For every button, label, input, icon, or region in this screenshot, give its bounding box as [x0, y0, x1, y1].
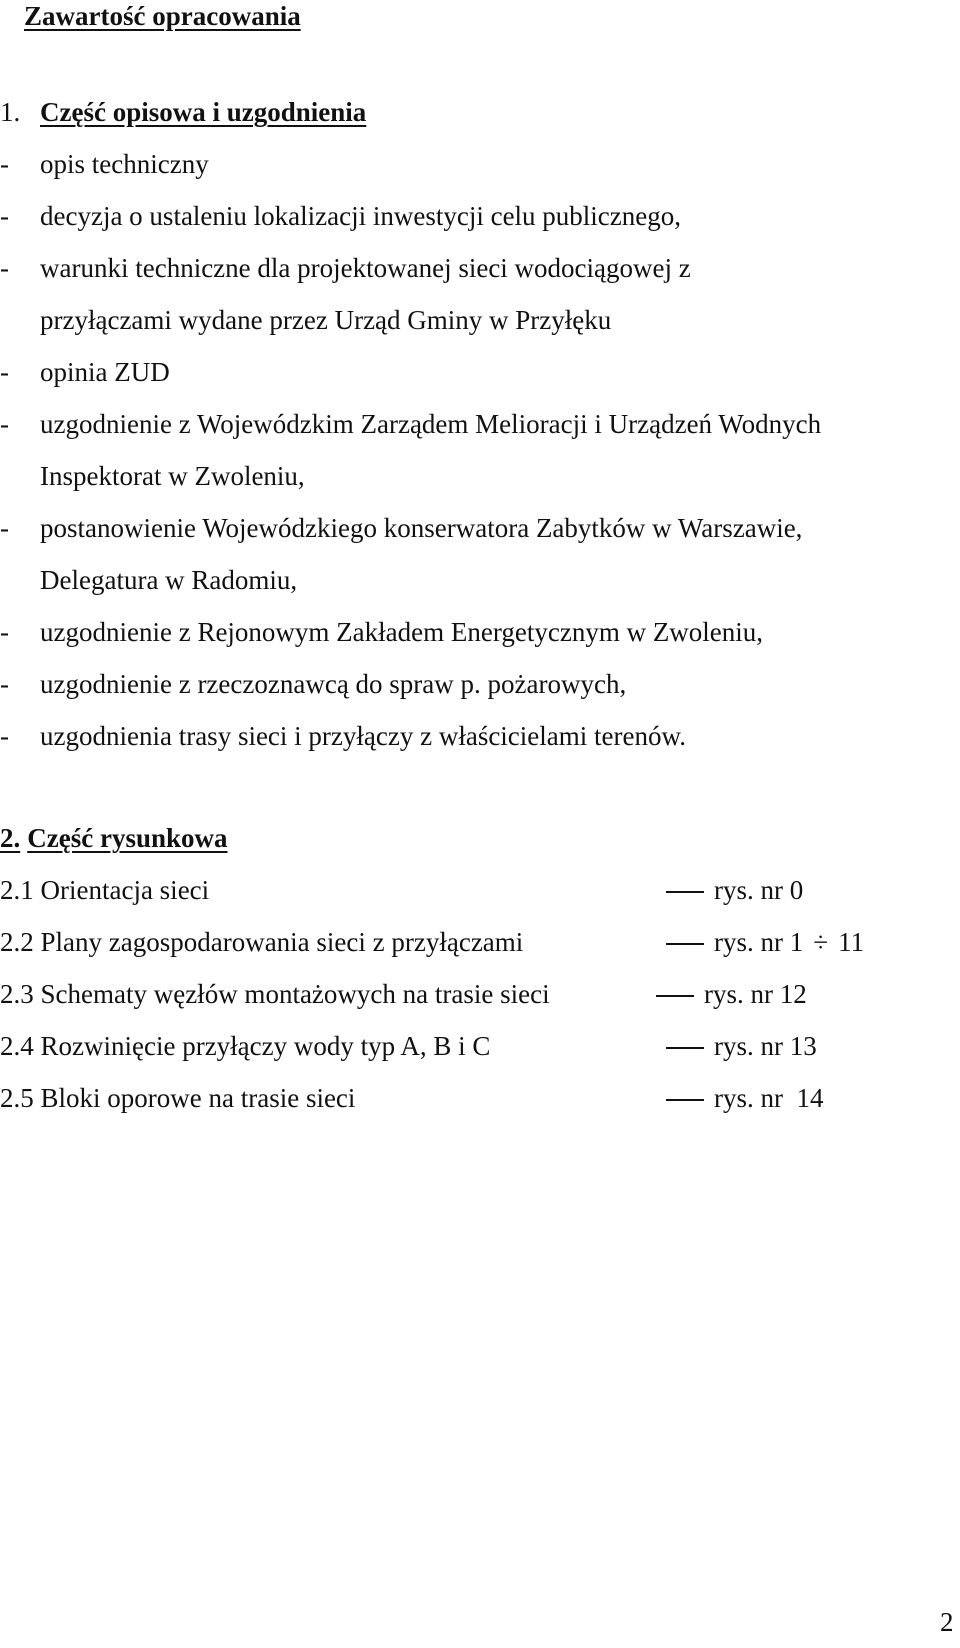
- document-title: Zawartość opracowania: [24, 1, 301, 31]
- section-2-title: Część rysunkowa: [27, 823, 228, 853]
- bullet-dash: -: [0, 253, 9, 283]
- drawing-label: 2.4 Rozwinięcie przyłączy wody typ A, B i C: [0, 1031, 491, 1061]
- dash-separator: [666, 1099, 704, 1101]
- bullet-dash: -: [0, 357, 9, 387]
- list-item-text: uzgodnienie z Wojewódzkim Zarządem Melioracji i Urządzeń Wodnych: [40, 409, 822, 439]
- drawing-list-item: [0, 1030, 490, 1062]
- bullet-dash: -: [0, 617, 9, 647]
- page-number: 2: [940, 1607, 954, 1637]
- list-item-text: postanowienie Wojewódzkiego konserwatora Zabytków w Warszawie,: [40, 513, 803, 543]
- drawing-ref-text: rys. nr 12: [704, 979, 807, 1009]
- section-2-heading: [0, 822, 228, 854]
- drawing-list-item: [0, 926, 523, 958]
- list-item-continuation: Inspektorat w Zwoleniu,: [40, 461, 305, 491]
- dash-separator: [666, 1047, 704, 1049]
- dash-separator: [666, 891, 704, 893]
- drawing-label: 2.2 Plany zagospodarowania sieci z przyłączami: [0, 927, 524, 957]
- list-item-continuation: Delegatura w Radomiu,: [40, 565, 298, 595]
- dash-separator: [656, 995, 694, 997]
- drawing-ref: [666, 1030, 817, 1062]
- bullet-dash: -: [0, 721, 9, 751]
- drawing-list-item: [0, 978, 550, 1010]
- bullet-dash: -: [0, 669, 9, 699]
- list-item-text: decyzja o ustaleniu lokalizacji inwestycji celu publicznego,: [40, 201, 682, 231]
- division-sign: ÷: [813, 927, 829, 957]
- drawing-ref-text: rys. nr 1: [714, 927, 804, 957]
- section-1-number: 1.: [0, 97, 21, 127]
- drawing-list-item: [0, 1082, 355, 1114]
- list-item-text: opis techniczny: [40, 149, 209, 179]
- list-item-text: warunki techniczne dla projektowanej sieci wodociągowej z: [40, 253, 691, 283]
- list-item-text: uzgodnienia trasy sieci i przyłączy z właścicielami terenów.: [40, 721, 686, 751]
- bullet-dash: -: [0, 513, 9, 543]
- bullet-dash: -: [0, 201, 9, 231]
- section-2-number: 2.: [0, 823, 21, 853]
- drawing-label: 2.5 Bloki oporowe na trasie sieci: [0, 1083, 356, 1113]
- dash-separator: [666, 943, 704, 945]
- drawing-ref: [666, 926, 864, 958]
- drawing-ref-text: rys. nr 13: [714, 1031, 817, 1061]
- drawing-ref-text: rys. nr 0: [714, 875, 804, 905]
- list-item-text: opinia ZUD: [40, 357, 170, 387]
- drawing-list-item: [0, 874, 209, 906]
- drawing-ref-text: rys. nr 14: [714, 1083, 824, 1113]
- drawing-ref: [656, 978, 807, 1010]
- drawing-ref: [666, 874, 803, 906]
- drawing-ref: [666, 1082, 824, 1114]
- list-item-text: uzgodnienie z Rejonowym Zakładem Energetycznym w Zwoleniu,: [40, 617, 764, 647]
- list-item-continuation: przyłączami wydane przez Urząd Gminy w Przyłęku: [40, 305, 612, 335]
- list-item-text: uzgodnienie z rzeczoznawcą do spraw p. pożarowych,: [40, 669, 627, 699]
- section-1-title: Część opisowa i uzgodnienia: [40, 97, 367, 127]
- drawing-label: 2.3 Schematy węzłów montażowych na trasie sieci: [0, 979, 550, 1009]
- bullet-dash: -: [0, 409, 9, 439]
- drawing-ref-suffix: 11: [838, 927, 865, 957]
- bullet-dash: -: [0, 149, 9, 179]
- drawing-label: 2.1 Orientacja sieci: [0, 875, 210, 905]
